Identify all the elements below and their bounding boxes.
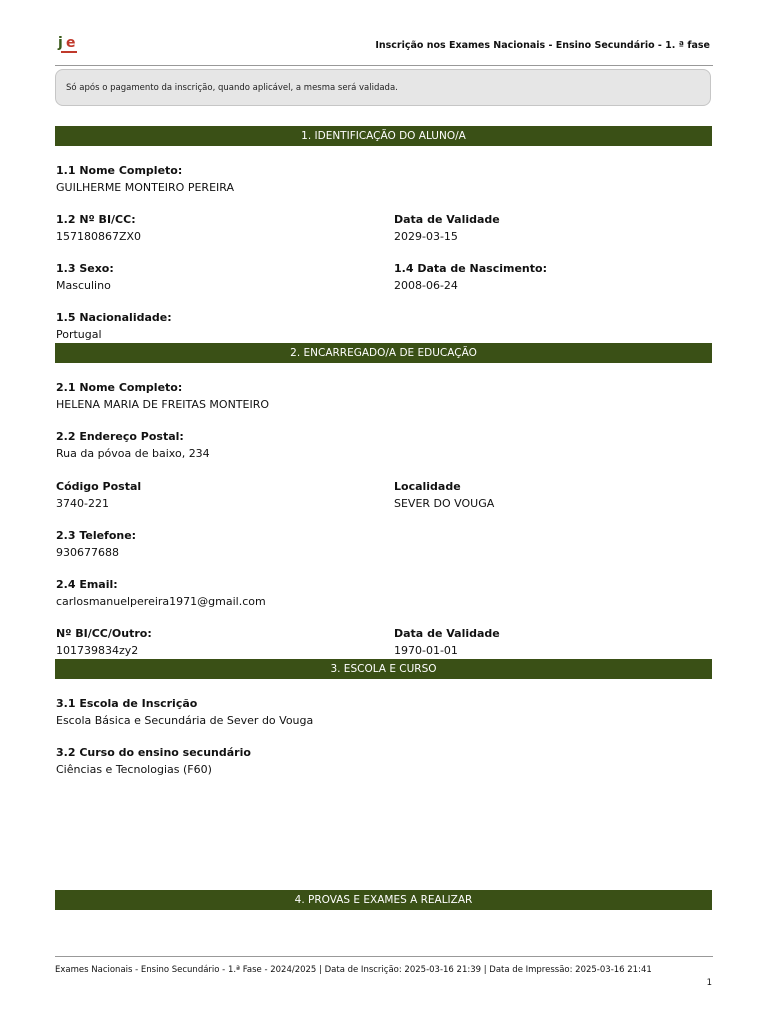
field-value: 3740-221 <box>56 497 109 510</box>
logo-letter-e: e <box>66 35 76 51</box>
section-header-encarregado: 2. ENCARREGADO/A DE EDUCAÇÃO <box>55 343 712 363</box>
field-label: 1.3 Sexo: <box>56 262 114 275</box>
field-encarregado-telefone <box>56 529 136 560</box>
field-value: 2008-06-24 <box>394 279 458 292</box>
field-value: Rua da póvoa de baixo, 234 <box>56 447 210 460</box>
field-escola-inscricao <box>56 697 313 728</box>
field-label: 3.2 Curso do ensino secundário <box>56 746 251 759</box>
section-header-provas-exames: 4. PROVAS E EXAMES A REALIZAR <box>55 890 712 910</box>
field-value: Escola Básica e Secundária de Sever do Vouga <box>56 714 314 727</box>
field-value: HELENA MARIA DE FREITAS MONTEIRO <box>56 398 270 411</box>
field-value: 930677688 <box>56 546 119 559</box>
field-label: 2.3 Telefone: <box>56 529 137 542</box>
field-label: Localidade <box>394 480 461 493</box>
field-value: carlosmanuelpereira1971@gmail.com <box>56 595 266 608</box>
field-encarregado-email <box>56 578 266 609</box>
jne-logo <box>58 37 80 57</box>
field-value: 101739834zy2 <box>56 644 139 657</box>
logo-underline <box>61 51 77 53</box>
field-label: 3.1 Escola de Inscrição <box>56 697 198 710</box>
field-aluno-sexo <box>56 262 114 293</box>
field-aluno-nascimento <box>394 262 547 293</box>
field-encarregado-localidade <box>394 480 494 511</box>
field-encarregado-validade <box>394 627 500 658</box>
field-label: 1.2 Nº BI/CC: <box>56 213 136 226</box>
field-value: SEVER DO VOUGA <box>394 497 495 510</box>
field-aluno-validade <box>394 213 500 244</box>
page-number: 1 <box>706 978 712 988</box>
field-label: 2.1 Nome Completo: <box>56 381 183 394</box>
section-header-escola-curso: 3. ESCOLA E CURSO <box>55 659 712 679</box>
header-divider <box>55 65 713 66</box>
field-value: 2029-03-15 <box>394 230 458 243</box>
field-value: 1970-01-01 <box>394 644 458 657</box>
payment-notice: Só após o pagamento da inscrição, quando aplicável, a mesma será validada. <box>55 69 711 106</box>
field-label: 1.4 Data de Nascimento: <box>394 262 547 275</box>
field-label: 1.5 Nacionalidade: <box>56 311 172 324</box>
section-header-identificacao: 1. IDENTIFICAÇÃO DO ALUNO/A <box>55 126 712 146</box>
field-aluno-nome <box>56 164 234 195</box>
field-label: Data de Validade <box>394 627 500 640</box>
field-encarregado-documento <box>56 627 152 658</box>
field-aluno-bi <box>56 213 141 244</box>
field-encarregado-nome <box>56 381 269 412</box>
field-label: Código Postal <box>56 480 142 493</box>
logo-letter-j: j <box>58 35 63 51</box>
field-value: Masculino <box>56 279 111 292</box>
field-encarregado-codigo-postal <box>56 480 141 511</box>
field-value: Ciências e Tecnologias (F60) <box>56 763 212 776</box>
field-value: GUILHERME MONTEIRO PEREIRA <box>56 181 234 194</box>
field-label: 1.1 Nome Completo: <box>56 164 183 177</box>
footer-info: Exames Nacionais - Ensino Secundário - 1.ª Fase - 2024/2025 | Data de Inscrição: 2025-03-16 21:39 | Data de Impressão: 2025-03-16 21:41 <box>55 965 652 975</box>
field-label: 2.4 Email: <box>56 578 118 591</box>
field-value: Portugal <box>56 328 102 341</box>
field-label: Data de Validade <box>394 213 500 226</box>
document-title: Inscrição nos Exames Nacionais - Ensino Secundário - 1. ª fase <box>375 40 710 51</box>
field-label: 2.2 Endereço Postal: <box>56 430 184 443</box>
footer-divider <box>55 956 713 957</box>
field-aluno-nacionalidade <box>56 311 172 342</box>
field-value: 157180867ZX0 <box>56 230 142 243</box>
field-curso-secundario <box>56 746 251 777</box>
field-encarregado-endereco <box>56 430 210 461</box>
field-label: Nº BI/CC/Outro: <box>56 627 152 640</box>
